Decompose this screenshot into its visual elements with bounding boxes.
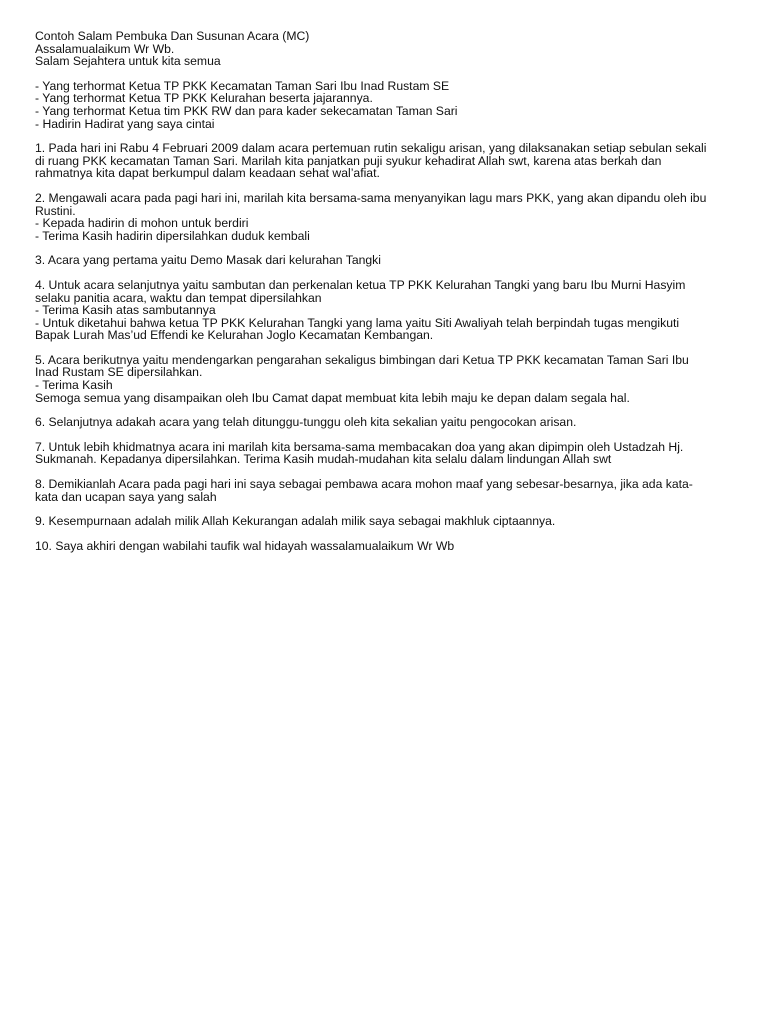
document-page [35, 30, 735, 564]
paragraph-line: rahmatnya kita dapat berkumpul dalam keadaan sehat wal’afiat. [35, 166, 380, 181]
paragraph-line: - Terima Kasih [35, 378, 113, 393]
agenda-item-2 [35, 192, 735, 242]
paragraph-line: - Kepada hadirin di mohon untuk berdiri [35, 216, 249, 231]
agenda-item-10 [35, 540, 735, 553]
paragraph-line: Inad Rustam SE dipersilahkan. [35, 365, 203, 380]
paragraph-line: 4. Untuk acara selanjutnya yaitu sambutan dan perkenalan ketua TP PKK Kelurahan Tangki yang baru Ibu Murni Hasyim [35, 277, 686, 292]
paragraph-line: Sukmanah. Kepadanya dipersilahkan. Terima Kasih mudah-mudahan kita selalu dalam lindungan Allah swt [35, 452, 612, 467]
document-header [35, 30, 735, 68]
paragraph-line: - Untuk diketahui bahwa ketua TP PKK Kelurahan Tangki yang lama yaitu Siti Awaliyah telah berpindah tugas mengikuti [35, 315, 680, 330]
paragraph-line: 10. Saya akhiri dengan wabilahi taufik wal hidayah wassalamualaikum Wr Wb [35, 538, 455, 553]
paragraph-line: Bapak Lurah Mas’ud Effendi ke Kelurahan Joglo Kecamatan Kembangan. [35, 328, 434, 343]
paragraph-line: 9. Kesempurnaan adalah milik Allah Kekurangan adalah milik saya sebagai makhluk ciptaannya. [35, 514, 556, 529]
document-title: Contoh Salam Pembuka Dan Susunan Acara (MC) [35, 29, 310, 43]
agenda-item-6 [35, 416, 735, 429]
greeting-item: - Yang terhormat Ketua TP PKK Kelurahan beserta jajarannya. [35, 91, 373, 106]
agenda-item-3 [35, 254, 735, 267]
paragraph-line: Rustini. [35, 203, 76, 218]
paragraph-line: 2. Mengawali acara pada pagi hari ini, marilah kita bersama-sama menyanyikan lagu mars PKK, yang akan dipandu oleh ibu [35, 190, 707, 205]
paragraph-line: 3. Acara yang pertama yaitu Demo Masak dari kelurahan Tangki [35, 253, 381, 268]
paragraph-line: di ruang PKK kecamatan Taman Sari. Marilah kita panjatkan puji syukur kehadirat Allah swt, karena atas berkah dan [35, 153, 662, 168]
greeting-item: - Yang terhormat Ketua TP PKK Kecamatan Taman Sari Ibu Inad Rustam SE [35, 78, 450, 93]
greeting-item: - Yang terhormat Ketua tim PKK RW dan para kader sekecamatan Taman Sari [35, 103, 458, 118]
greeting-item: - Hadirin Hadirat yang saya cintai [35, 116, 215, 131]
paragraph-line: 5. Acara berikutnya yaitu mendengarkan pengarahan sekaligus bimbingan dari Ketua TP PKK kecamatan Taman Sari Ibu [35, 352, 689, 367]
agenda-item-4 [35, 279, 735, 342]
paragraph-line: 7. Untuk lebih khidmatnya acara ini marilah kita bersama-sama membacakan doa yang akan dipimpin oleh Ustadzah Hj. [35, 439, 684, 454]
greeting-line: Salam Sejahtera untuk kita semua [35, 54, 221, 69]
paragraph-line: 6. Selanjutnya adakah acara yang telah ditunggu-tunggu oleh kita sekalian yaitu pengocokan arisan. [35, 415, 577, 430]
paragraph-line: - Terima Kasih atas sambutannya [35, 303, 216, 318]
paragraph-line: - Terima Kasih hadirin dipersilahkan duduk kembali [35, 228, 310, 243]
greetings-list [35, 80, 735, 130]
paragraph-line: selaku panitia acara, waktu dan tempat dipersilahkan [35, 290, 322, 305]
agenda-item-5 [35, 354, 735, 404]
agenda-item-9 [35, 515, 735, 528]
paragraph-line: kata dan ucapan saya yang salah [35, 489, 217, 504]
opening-salutation: Assalamualaikum Wr Wb. [35, 41, 175, 56]
paragraph-line: Semoga semua yang disampaikan oleh Ibu Camat dapat membuat kita lebih maju ke depan dalam segala hal. [35, 390, 630, 405]
agenda-item-7 [35, 441, 735, 466]
agenda-item-1 [35, 142, 735, 180]
agenda-item-8 [35, 478, 735, 503]
paragraph-line: 1. Pada hari ini Rabu 4 Februari 2009 dalam acara pertemuan rutin sekaligu arisan, yang dilaksanakan setiap sebulan sekali [35, 141, 707, 156]
paragraph-line: 8. Demikianlah Acara pada pagi hari ini saya sebagai pembawa acara mohon maaf yang sebesar-besarnya, jika ada kata- [35, 477, 693, 492]
